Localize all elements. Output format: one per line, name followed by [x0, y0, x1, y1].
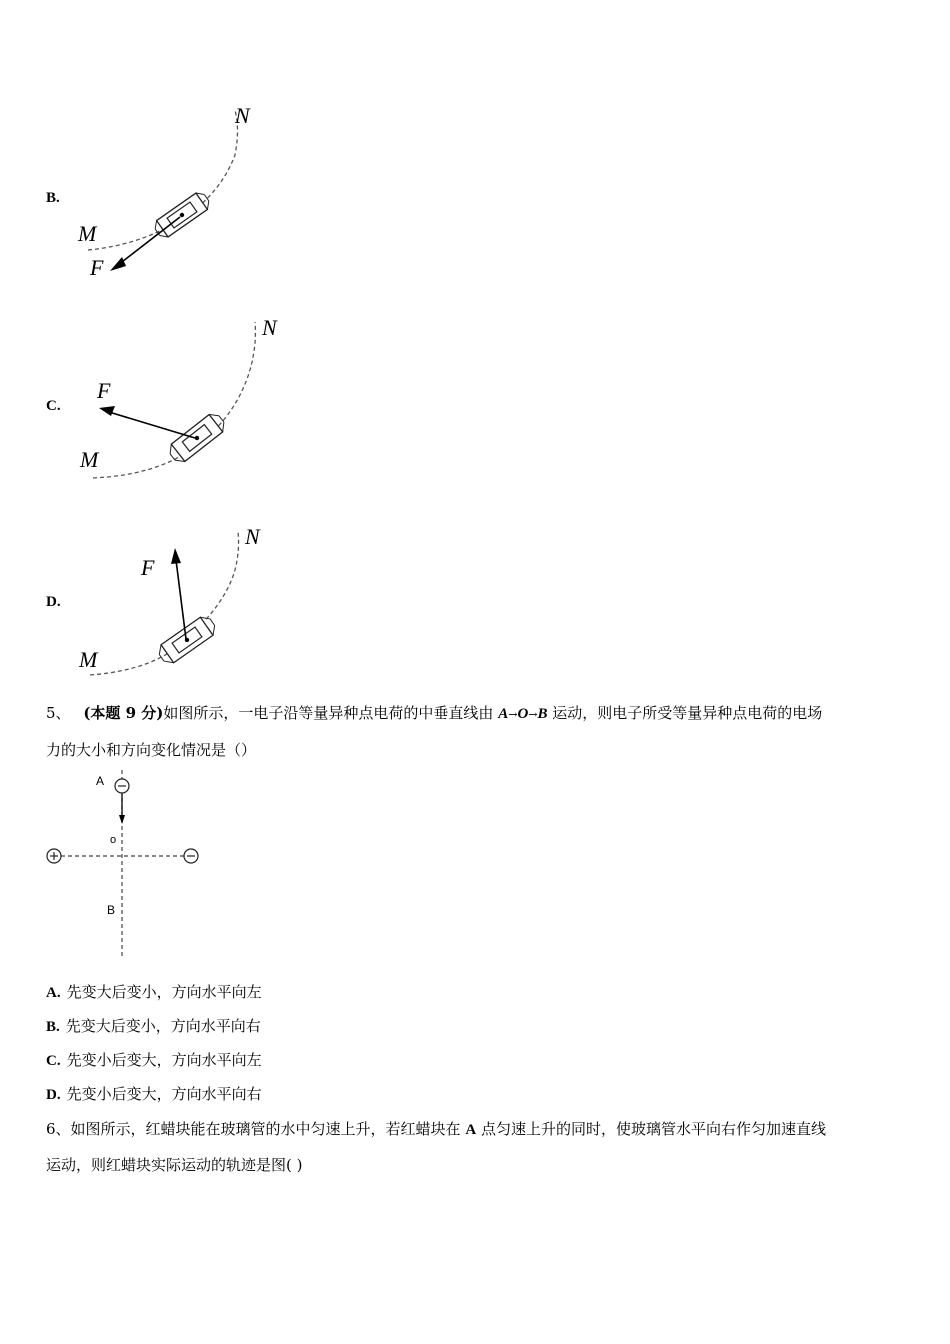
label-f: F [141, 555, 155, 580]
q5-arrow-2: → [528, 708, 538, 721]
label-m: M [78, 221, 97, 246]
option-c-figure [75, 310, 305, 490]
q5-option-c-letter: C. [46, 1053, 61, 1069]
option-d-figure [75, 520, 295, 685]
label-n: N [235, 103, 250, 128]
label-n: N [262, 315, 277, 340]
label-f: F [97, 378, 111, 403]
fig-label-b: B [107, 903, 116, 917]
label-m: M [80, 447, 99, 472]
q5-option-a-letter: A. [46, 985, 61, 1001]
q5-option-b-text: 先变大后变小，方向水平向右 [65, 1017, 261, 1035]
q5-option-d-text: 先变小后变大，方向水平向右 [66, 1085, 262, 1103]
q5-option-c[interactable] [46, 1050, 262, 1071]
option-b-label: B. [46, 190, 60, 206]
option-c-label: C. [46, 398, 61, 414]
q5-option-a[interactable] [46, 982, 262, 1003]
q6-point-a: A [465, 1122, 477, 1138]
fig-label-a: A [96, 774, 105, 788]
label-n: N [245, 524, 260, 549]
q5-path-a: A [498, 706, 509, 722]
q5-arrow-1: → [508, 708, 518, 721]
q5-option-d[interactable] [46, 1084, 262, 1105]
q5-path-o: O [517, 706, 529, 722]
q5-text-a: 如图所示，一电子沿等量异种点电荷的中垂直线由 [163, 704, 494, 722]
question-6-line-1 [46, 1119, 826, 1140]
question-5-line-2: 力的大小和方向变化情况是（） [46, 741, 257, 759]
q5-option-d-letter: D. [46, 1087, 61, 1103]
q6-text-b: 点匀速上升的同时，使玻璃管水平向右作匀加速直线 [480, 1120, 826, 1138]
q5-number: 5、 [46, 704, 71, 722]
fig-label-o: o [110, 834, 117, 846]
q5-option-a-text: 先变大后变小，方向水平向左 [66, 983, 262, 1001]
q6-text-a: 6、如图所示，红蜡块能在玻璃管的水中匀速上升，若红蜡块在 [46, 1120, 461, 1138]
option-d-label: D. [46, 594, 61, 610]
q5-field-figure [40, 768, 220, 960]
q5-path-b: B [537, 706, 548, 722]
question-5-line-1 [46, 703, 822, 725]
q5-score: (本题 9 分) [83, 704, 164, 722]
question-6-line-2: 运动，则红蜡块实际运动的轨迹是图( ) [46, 1156, 303, 1174]
q5-option-c-text: 先变小后变大，方向水平向左 [66, 1051, 262, 1069]
q5-option-b[interactable] [46, 1016, 261, 1037]
q5-text-b: 运动，则电子所受等量异种点电荷的电场 [552, 704, 823, 722]
label-f: F [90, 255, 104, 280]
q5-option-b-letter: B. [46, 1019, 60, 1035]
option-b-figure [70, 95, 290, 290]
label-m: M [79, 647, 98, 672]
